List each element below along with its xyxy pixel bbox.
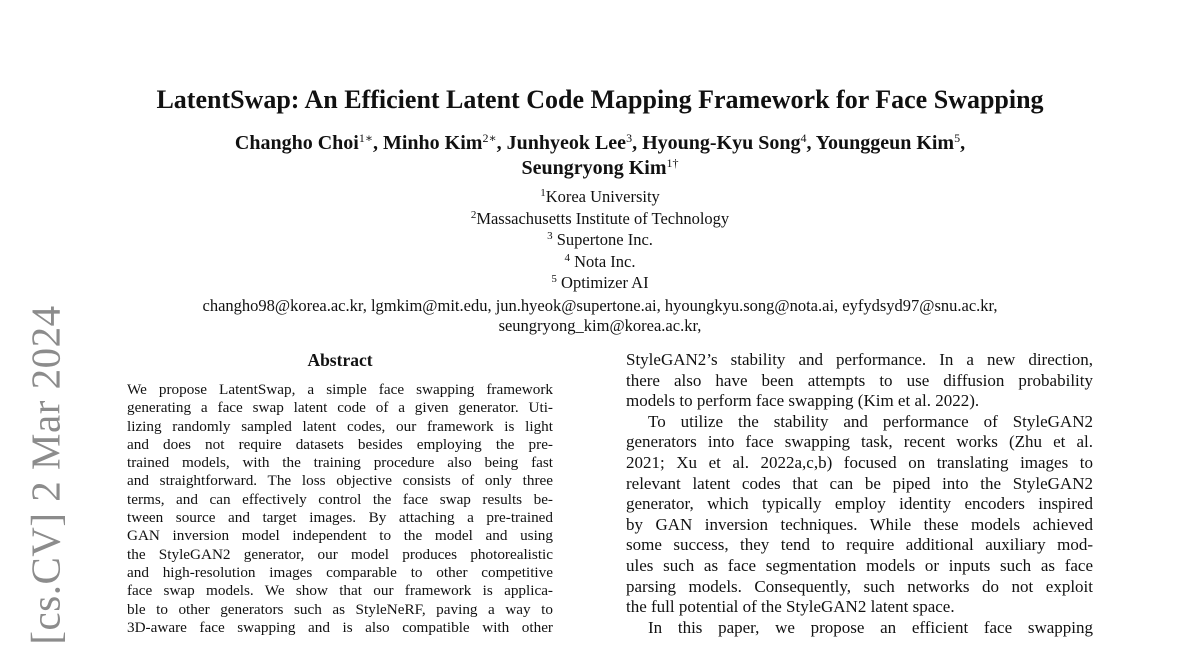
- body-line: ules such as face segmentation models or inputs such as face: [626, 555, 1093, 575]
- affiliation-name: Optimizer AI: [556, 273, 649, 292]
- author-line-2: [0, 156, 1200, 181]
- body-line: models to perform face swapping (Kim et al. 2022).: [626, 391, 980, 411]
- affiliation-item: [0, 229, 1200, 251]
- arxiv-identifier-stamp: [20, 305, 72, 645]
- abstract-line: generating a face swap latent code of a given generator. Uti-: [127, 399, 553, 417]
- abstract-line: 3D-aware face swapping and is also compatible with other: [127, 618, 553, 636]
- abstract-line: GAN inversion model independent to the model and using: [127, 527, 553, 545]
- author-name: Hyoung-Kyu Song: [642, 132, 801, 154]
- author-separator: ,: [960, 132, 966, 154]
- author-separator: ,: [496, 132, 507, 154]
- author-line-1: [0, 131, 1200, 156]
- body-line: parsing models. Consequently, such networks do not exploit: [626, 576, 1093, 596]
- body-line: the full potential of the StyleGAN2 latent space.: [626, 597, 955, 617]
- abstract-line: We propose LatentSwap, a simple face swapping framework: [127, 381, 553, 398]
- abstract-line: tween source and target images. By attaching a pre-trained: [127, 509, 553, 527]
- affiliation-mark: 2: [470, 208, 477, 221]
- author-name: Minho Kim: [382, 132, 483, 154]
- abstract-line: face swap models. We show that our framework is applica-: [127, 582, 553, 600]
- author-separator: ,: [372, 132, 383, 154]
- body-line: by GAN inversion techniques. While these models achieved: [626, 514, 1093, 534]
- body-line: In this paper, we propose an efficient face swapping: [648, 617, 1093, 637]
- body-line: some success, they tend to require additional auxiliary mod-: [626, 535, 1093, 555]
- affiliation-name: Supertone Inc.: [552, 230, 653, 249]
- abstract-line: the StyleGAN2 generator, our model produces photorealistic: [127, 545, 553, 563]
- right-column-body: [626, 350, 1093, 638]
- affiliation-item: [0, 272, 1200, 294]
- abstract-line: ble to other generators such as StyleNeRF, paving a way to: [127, 600, 553, 618]
- email-line: changho98@korea.ac.kr, lgmkim@mit.edu, jun.hyeok@supertone.ai, hyoungkyu.song@nota.ai, eyfydsyd97@snu.ac.kr,: [202, 296, 998, 315]
- body-line: To utilize the stability and performance of StyleGAN2: [648, 411, 1093, 431]
- affiliation-name: Massachusetts Institute of Technology: [476, 208, 730, 228]
- author-affil-mark: 3: [626, 131, 633, 145]
- abstract-line: lizing randomly sampled latent codes, our framework is light: [127, 417, 553, 435]
- body-line: 2021; Xu et al. 2022a,c,b) focused on translating images to: [626, 452, 1093, 472]
- email-line: seungryong_kim@korea.ac.kr,: [498, 316, 702, 335]
- body-line: generators into face swapping task, recent works (Zhu et al.: [626, 432, 1093, 452]
- abstract-heading: Abstract: [307, 350, 373, 370]
- affiliation-item: [0, 208, 1200, 230]
- abstract-line: and high-resolution images comparable to other competitive: [127, 563, 553, 581]
- paper-title: LatentSwap: An Efficient Latent Code Mapping Framework for Face Swapping: [156, 85, 1044, 114]
- body-line: generator, which typically employ identity encoders inspired: [626, 494, 1093, 514]
- abstract-line: terms, and can effectively control the face swap results be-: [127, 490, 553, 508]
- body-line: there also have been attempts to use diffusion probability: [626, 370, 1093, 390]
- abstract-line: trained models, with the training procedure also being fast: [127, 454, 553, 472]
- author-name: Younggeun Kim: [815, 132, 955, 154]
- author-affil-mark: 4: [800, 131, 807, 145]
- author-name: Changho Choi: [234, 132, 359, 154]
- affiliation-mark: 1: [540, 187, 546, 199]
- affiliation-item: [0, 186, 1200, 208]
- affiliation-list: [0, 186, 1200, 294]
- author-name: Junhyeok Lee: [506, 132, 627, 154]
- author-affil-mark: 1∗: [358, 131, 373, 145]
- body-line: StyleGAN2’s stability and performance. In a new direction,: [626, 350, 1093, 369]
- author-list: [0, 131, 1200, 181]
- abstract-line: and straightforward. The loss objective consists of only three: [127, 472, 553, 490]
- affiliation-item: [0, 251, 1200, 273]
- affiliation-mark: 5: [551, 273, 557, 285]
- author-affil-mark: 5: [954, 131, 961, 145]
- author-separator: ,: [806, 132, 816, 154]
- arxiv-stamp-text: [cs.CV] 2 Mar 2024: [23, 305, 70, 645]
- author-affil-mark: 1†: [666, 156, 679, 170]
- email-list: [0, 296, 1200, 336]
- body-line: relevant latent codes that can be piped into the StyleGAN2: [626, 473, 1093, 493]
- abstract-body: [127, 381, 553, 637]
- abstract-line: and does not require datasets besides employing the pre-: [127, 435, 553, 453]
- affiliation-mark: 3: [547, 230, 553, 242]
- author-separator: ,: [632, 132, 643, 154]
- affiliation-mark: 4: [564, 251, 570, 264]
- affiliation-name: Korea University: [545, 187, 660, 206]
- author-affil-mark: 2∗: [482, 131, 497, 145]
- affiliation-name: Nota Inc.: [569, 251, 636, 271]
- author-name: Seungryong Kim: [521, 157, 667, 179]
